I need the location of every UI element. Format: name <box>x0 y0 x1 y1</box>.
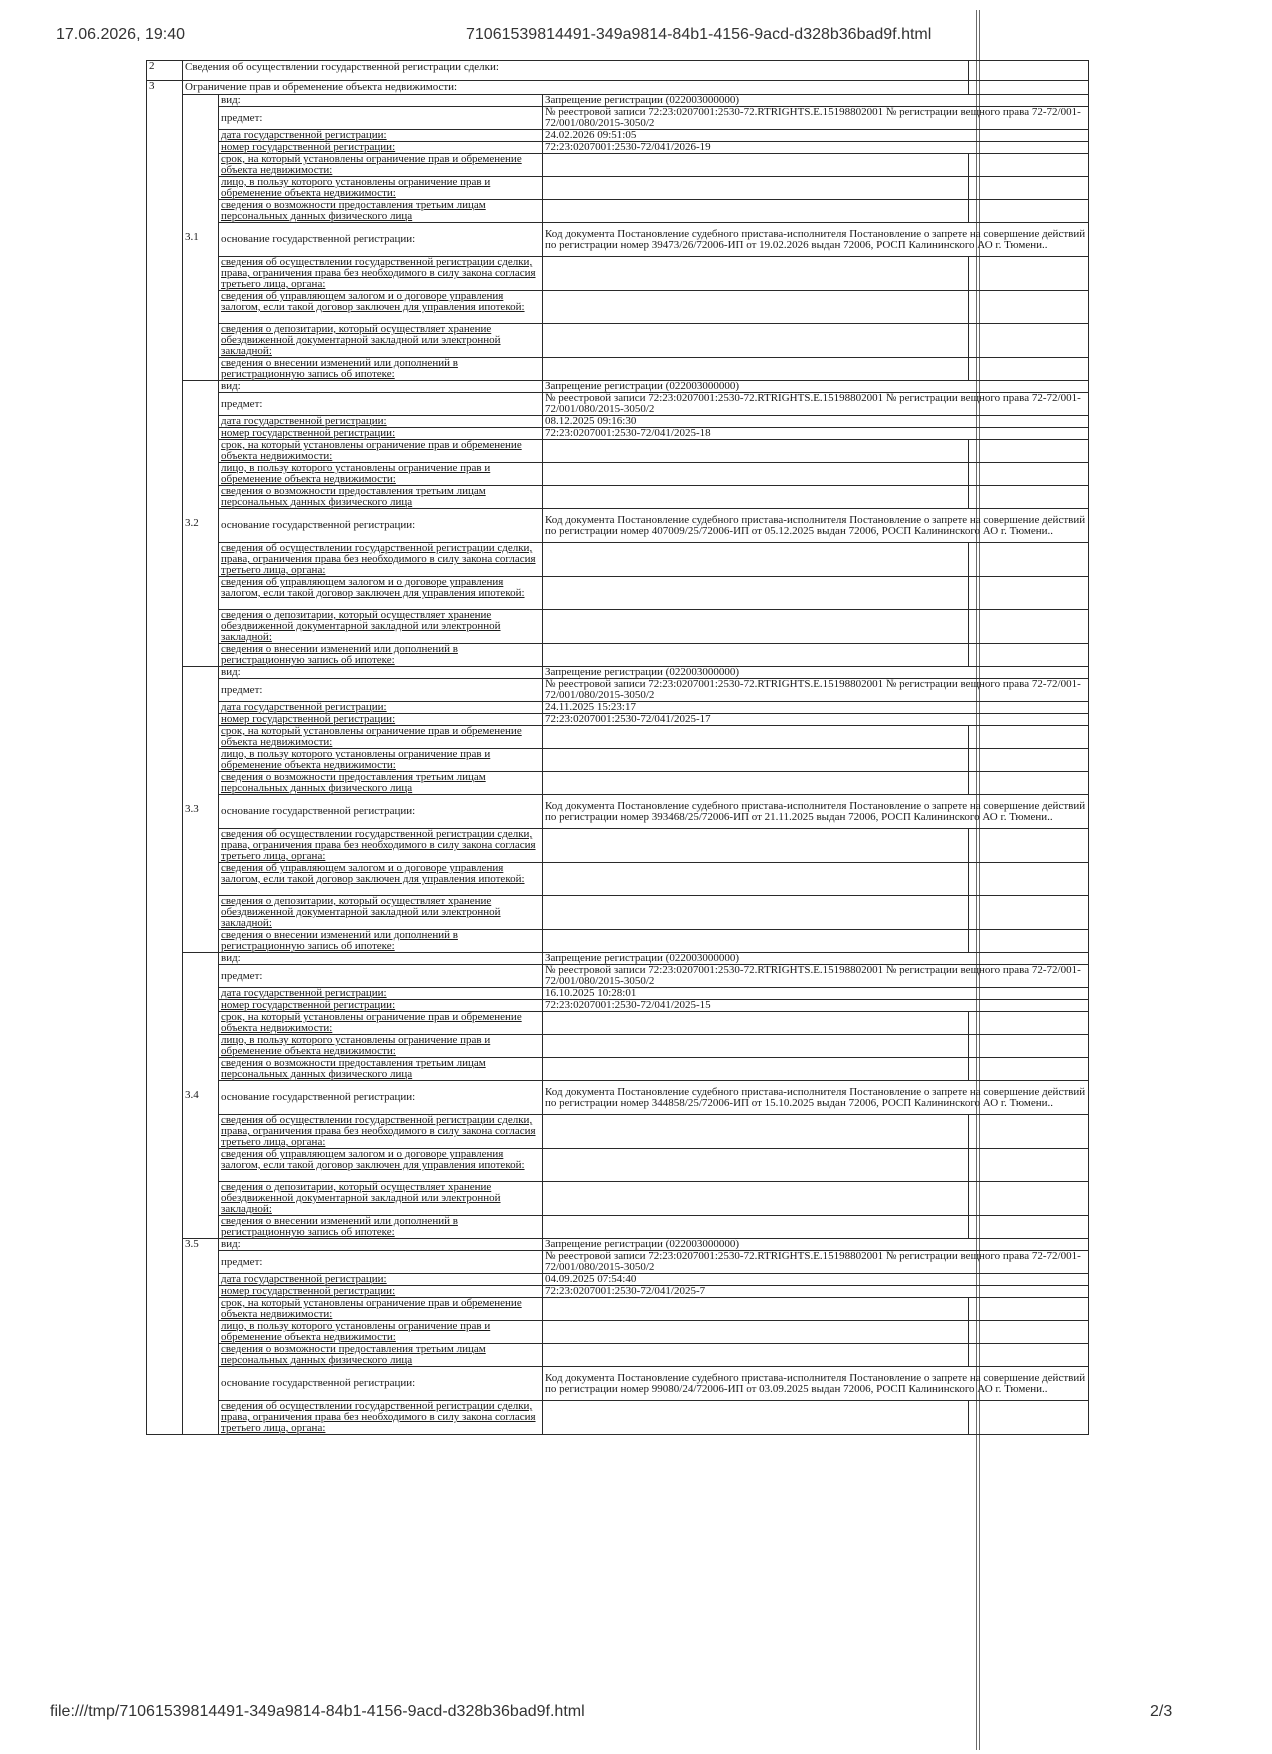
empty-cell <box>969 930 1089 953</box>
table-row-manager <box>147 291 1089 324</box>
table-row-personal-data <box>147 1344 1089 1367</box>
table-row-date <box>147 1274 1089 1286</box>
field-label-changes: сведения о внесении изменений или дополнений в регистрационную запись об ипотеке: <box>219 644 543 667</box>
table-row-predmet <box>147 965 1089 988</box>
field-value-empty <box>543 610 969 644</box>
table-row-predmet <box>147 393 1089 416</box>
field-value-empty <box>543 1149 969 1182</box>
section-number: 3 <box>147 81 183 1435</box>
field-label-term: срок, на который установлены ограничение прав и обременение объекта недвижимости: <box>219 1012 543 1035</box>
table-row-deal <box>147 829 1089 863</box>
empty-cell <box>969 1149 1089 1182</box>
field-label-basis: основание государственной регистрации: <box>219 509 543 543</box>
table-row-manager <box>147 1149 1089 1182</box>
table-row-vid <box>147 667 1089 679</box>
field-label-vid: вид: <box>219 95 543 107</box>
empty-cell <box>969 1012 1089 1035</box>
empty-cell <box>969 200 1089 223</box>
field-value-date: 24.02.2026 09:51:05 <box>543 130 1089 142</box>
empty-cell <box>969 644 1089 667</box>
section-title: Сведения об осуществлении государственной регистрации сделки: <box>183 61 969 81</box>
empty-cell <box>969 257 1089 291</box>
table-row-term <box>147 1012 1089 1035</box>
field-label-term: срок, на который установлены ограничение прав и обременение объекта недвижимости: <box>219 440 543 463</box>
table-row-basis <box>147 223 1089 257</box>
field-label-personal-data: сведения о возможности предоставления третьим лицам персональных данных физического лица <box>219 772 543 795</box>
table-row-predmet <box>147 679 1089 702</box>
field-label-term: срок, на который установлены ограничение прав и обременение объекта недвижимости: <box>219 1298 543 1321</box>
field-value-empty <box>543 324 969 358</box>
table-row-date <box>147 988 1089 1000</box>
table-row-depositary <box>147 1182 1089 1216</box>
field-value-empty <box>543 543 969 577</box>
table-row-person <box>147 177 1089 200</box>
field-label-predmet: предмет: <box>219 393 543 416</box>
empty-cell <box>969 863 1089 896</box>
table-row-vid <box>147 381 1089 393</box>
print-document-title: 71061539814491-349a9814-84b1-4156-9acd-d328b36bad9f.html <box>466 26 932 43</box>
field-value-empty <box>543 930 969 953</box>
record-number: 3.4 <box>183 953 219 1239</box>
field-label-basis: основание государственной регистрации: <box>219 223 543 257</box>
field-value-vid: Запрещение регистрации (022003000000) <box>543 1239 1089 1251</box>
field-value-basis: Код документа Постановление судебного пристава-исполнителя Постановление о запрете на совершение действий по регистрации номер 39473/26/72006-ИП от 19.02.2026 выдан 72006, РОСП Калининского АО г. Тюмени.. <box>543 223 1089 257</box>
field-value-predmet: № реестровой записи 72:23:0207001:2530-72.RTRIGHTS.E.15198802001 № регистрации вещного права 72-72/001-72/001/080/2015-3050/2 <box>543 965 1089 988</box>
field-label-deal: сведения об осуществлении государственной регистрации сделки, права, ограничения права без необходимого в силу закона согласия третьего лица, органа: <box>219 1115 543 1149</box>
field-label-vid: вид: <box>219 1239 543 1251</box>
field-label-changes: сведения о внесении изменений или дополнений в регистрационную запись об ипотеке: <box>219 358 543 381</box>
empty-cell <box>969 610 1089 644</box>
empty-cell <box>969 1344 1089 1367</box>
field-label-basis: основание государственной регистрации: <box>219 795 543 829</box>
table-row-depositary <box>147 324 1089 358</box>
empty-cell <box>969 463 1089 486</box>
field-value-empty <box>543 829 969 863</box>
empty-cell <box>969 1216 1089 1239</box>
empty-cell <box>969 1058 1089 1081</box>
field-value-empty <box>543 1321 969 1344</box>
field-label-personal-data: сведения о возможности предоставления третьим лицам персональных данных физического лица <box>219 486 543 509</box>
field-label-person: лицо, в пользу которого установлены ограничение прав и обременение объекта недвижимости: <box>219 463 543 486</box>
empty-cell <box>969 177 1089 200</box>
empty-cell <box>969 1035 1089 1058</box>
field-value-empty <box>543 1182 969 1216</box>
field-value-basis: Код документа Постановление судебного пристава-исполнителя Постановление о запрете на совершение действий по регистрации номер 393468/25/72006-ИП от 21.11.2025 выдан 72006, РОСП Калининского АО г. Тюмени.. <box>543 795 1089 829</box>
empty-cell <box>969 829 1089 863</box>
table-row-basis <box>147 509 1089 543</box>
field-label-number: номер государственной регистрации: <box>219 1286 543 1298</box>
field-value-date: 24.11.2025 15:23:17 <box>543 702 1089 714</box>
field-value-empty <box>543 1344 969 1367</box>
field-label-predmet: предмет: <box>219 679 543 702</box>
empty-cell <box>969 772 1089 795</box>
field-value-date: 16.10.2025 10:28:01 <box>543 988 1089 1000</box>
table-row-deal <box>147 257 1089 291</box>
record-number: 3.5 <box>183 1239 219 1435</box>
field-value-empty <box>543 358 969 381</box>
table-row-person <box>147 1321 1089 1344</box>
field-label-depositary: сведения о депозитарии, который осуществляет хранение обездвиженной документарной закладной или электронной закладной: <box>219 1182 543 1216</box>
empty-cell <box>969 291 1089 324</box>
field-value-empty <box>543 1298 969 1321</box>
table-row-term <box>147 1298 1089 1321</box>
field-label-personal-data: сведения о возможности предоставления третьим лицам персональных данных физического лица <box>219 200 543 223</box>
table-row-depositary <box>147 896 1089 930</box>
table-row-basis <box>147 1081 1089 1115</box>
field-value-empty <box>543 863 969 896</box>
field-label-predmet: предмет: <box>219 1251 543 1274</box>
field-label-personal-data: сведения о возможности предоставления третьим лицам персональных данных физического лица <box>219 1344 543 1367</box>
table-row-changes <box>147 358 1089 381</box>
field-value-date: 08.12.2025 09:16:30 <box>543 416 1089 428</box>
field-label-term: срок, на который установлены ограничение прав и обременение объекта недвижимости: <box>219 154 543 177</box>
section-number: 2 <box>147 61 183 81</box>
empty-cell <box>969 358 1089 381</box>
field-value-basis: Код документа Постановление судебного пристава-исполнителя Постановление о запрете на совершение действий по регистрации номер 407009/25/72006-ИП от 05.12.2025 выдан 72006, РОСП Калининского АО г. Тюмени.. <box>543 509 1089 543</box>
field-label-personal-data: сведения о возможности предоставления третьим лицам персональных данных физического лица <box>219 1058 543 1081</box>
field-value-empty <box>543 257 969 291</box>
table-row-changes <box>147 930 1089 953</box>
table-row-number <box>147 142 1089 154</box>
empty-cell <box>969 81 1089 95</box>
field-label-number: номер государственной регистрации: <box>219 428 543 440</box>
table-row-number <box>147 714 1089 726</box>
field-label-manager: сведения об управляющем залогом и о договоре управления залогом, если такой договор заключен для управления ипотекой: <box>219 1149 543 1182</box>
record-number: 3.1 <box>183 95 219 381</box>
field-value-number: 72:23:0207001:2530-72/041/2026-19 <box>543 142 1089 154</box>
field-label-person: лицо, в пользу которого установлены ограничение прав и обременение объекта недвижимости: <box>219 1035 543 1058</box>
table-row-changes <box>147 1216 1089 1239</box>
field-value-empty <box>543 291 969 324</box>
empty-cell <box>969 324 1089 358</box>
table-row-term <box>147 726 1089 749</box>
table-row-person <box>147 463 1089 486</box>
field-value-predmet: № реестровой записи 72:23:0207001:2530-72.RTRIGHTS.E.15198802001 № регистрации вещного права 72-72/001-72/001/080/2015-3050/2 <box>543 107 1089 130</box>
table-row-person <box>147 1035 1089 1058</box>
table-row-date <box>147 130 1089 142</box>
table-row-deal <box>147 1401 1089 1435</box>
table-row-predmet <box>147 1251 1089 1274</box>
empty-cell <box>969 1321 1089 1344</box>
table-row-manager <box>147 577 1089 610</box>
table-row-vid <box>147 95 1089 107</box>
field-value-number: 72:23:0207001:2530-72/041/2025-17 <box>543 714 1089 726</box>
table-row-vid <box>147 1239 1089 1251</box>
table-row-basis <box>147 795 1089 829</box>
empty-cell <box>969 749 1089 772</box>
field-label-vid: вид: <box>219 667 543 679</box>
table-row-date <box>147 416 1089 428</box>
table-row-deal <box>147 1115 1089 1149</box>
field-label-changes: сведения о внесении изменений или дополнений в регистрационную запись об ипотеке: <box>219 930 543 953</box>
table-row-vid <box>147 953 1089 965</box>
field-label-date: дата государственной регистрации: <box>219 1274 543 1286</box>
field-value-vid: Запрещение регистрации (022003000000) <box>543 95 1089 107</box>
field-label-changes: сведения о внесении изменений или дополнений в регистрационную запись об ипотеке: <box>219 1216 543 1239</box>
print-file-url: file:///tmp/71061539814491-349a9814-84b1-4156-9acd-d328b36bad9f.html <box>50 1703 585 1720</box>
field-value-empty <box>543 463 969 486</box>
field-value-vid: Запрещение регистрации (022003000000) <box>543 953 1089 965</box>
table-row-term <box>147 440 1089 463</box>
field-value-empty <box>543 1058 969 1081</box>
table-row-changes <box>147 644 1089 667</box>
empty-cell <box>969 1298 1089 1321</box>
table-row-manager <box>147 863 1089 896</box>
field-value-vid: Запрещение регистрации (022003000000) <box>543 381 1089 393</box>
empty-cell <box>969 896 1089 930</box>
field-label-depositary: сведения о депозитарии, который осуществляет хранение обездвиженной документарной закладной или электронной закладной: <box>219 324 543 358</box>
field-label-person: лицо, в пользу которого установлены ограничение прав и обременение объекта недвижимости: <box>219 177 543 200</box>
field-label-vid: вид: <box>219 953 543 965</box>
table-row-basis <box>147 1367 1089 1401</box>
field-label-depositary: сведения о депозитарии, который осуществляет хранение обездвиженной документарной закладной или электронной закладной: <box>219 896 543 930</box>
field-label-depositary: сведения о депозитарии, который осуществляет хранение обездвиженной документарной закладной или электронной закладной: <box>219 610 543 644</box>
field-value-empty <box>543 772 969 795</box>
empty-cell <box>969 543 1089 577</box>
table-row-personal-data <box>147 772 1089 795</box>
field-value-basis: Код документа Постановление судебного пристава-исполнителя Постановление о запрете на совершение действий по регистрации номер 99080/24/72006-ИП от 03.09.2025 выдан 72006, РОСП Калининского АО г. Тюмени.. <box>543 1367 1089 1401</box>
field-value-empty <box>543 1012 969 1035</box>
table-row-person <box>147 749 1089 772</box>
field-value-empty <box>543 896 969 930</box>
registry-extract-table <box>146 60 1089 1435</box>
field-value-empty <box>543 440 969 463</box>
field-label-person: лицо, в пользу которого установлены ограничение прав и обременение объекта недвижимости: <box>219 1321 543 1344</box>
field-label-number: номер государственной регистрации: <box>219 1000 543 1012</box>
table-row-depositary <box>147 610 1089 644</box>
table-row-predmet <box>147 107 1089 130</box>
empty-cell <box>969 440 1089 463</box>
field-value-empty <box>543 154 969 177</box>
field-value-predmet: № реестровой записи 72:23:0207001:2530-72.RTRIGHTS.E.15198802001 № регистрации вещного права 72-72/001-72/001/080/2015-3050/2 <box>543 393 1089 416</box>
field-label-number: номер государственной регистрации: <box>219 142 543 154</box>
table-row-number <box>147 1000 1089 1012</box>
field-label-date: дата государственной регистрации: <box>219 416 543 428</box>
field-label-manager: сведения об управляющем залогом и о договоре управления залогом, если такой договор заключен для управления ипотекой: <box>219 291 543 324</box>
table-row-number <box>147 1286 1089 1298</box>
field-value-empty <box>543 1035 969 1058</box>
table-row-personal-data <box>147 1058 1089 1081</box>
field-label-manager: сведения об управляющем залогом и о договоре управления залогом, если такой договор заключен для управления ипотекой: <box>219 863 543 896</box>
record-number: 3.3 <box>183 667 219 953</box>
empty-cell <box>969 1401 1089 1435</box>
empty-cell <box>969 154 1089 177</box>
section-title: Ограничение прав и обременение объекта недвижимости: <box>183 81 969 95</box>
field-label-deal: сведения об осуществлении государственной регистрации сделки, права, ограничения права без необходимого в силу закона согласия третьего лица, органа: <box>219 257 543 291</box>
table-row-term <box>147 154 1089 177</box>
field-label-deal: сведения об осуществлении государственной регистрации сделки, права, ограничения права без необходимого в силу закона согласия третьего лица, органа: <box>219 543 543 577</box>
table-row-number <box>147 428 1089 440</box>
field-label-date: дата государственной регистрации: <box>219 702 543 714</box>
record-number: 3.2 <box>183 381 219 667</box>
field-label-number: номер государственной регистрации: <box>219 714 543 726</box>
field-label-date: дата государственной регистрации: <box>219 988 543 1000</box>
field-label-deal: сведения об осуществлении государственной регистрации сделки, права, ограничения права без необходимого в силу закона согласия третьего лица, органа: <box>219 1401 543 1435</box>
field-value-empty <box>543 577 969 610</box>
field-value-basis: Код документа Постановление судебного пристава-исполнителя Постановление о запрете на совершение действий по регистрации номер 344858/25/72006-ИП от 15.10.2025 выдан 72006, РОСП Калининского АО г. Тюмени.. <box>543 1081 1089 1115</box>
field-value-empty <box>543 1401 969 1435</box>
field-value-empty <box>543 177 969 200</box>
field-label-deal: сведения об осуществлении государственной регистрации сделки, права, ограничения права без необходимого в силу закона согласия третьего лица, органа: <box>219 829 543 863</box>
field-value-empty <box>543 486 969 509</box>
table-row-section-2 <box>147 61 1089 81</box>
field-value-empty <box>543 749 969 772</box>
field-value-predmet: № реестровой записи 72:23:0207001:2530-72.RTRIGHTS.E.15198802001 № регистрации вещного права 72-72/001-72/001/080/2015-3050/2 <box>543 1251 1089 1274</box>
field-value-number: 72:23:0207001:2530-72/041/2025-15 <box>543 1000 1089 1012</box>
field-label-predmet: предмет: <box>219 965 543 988</box>
field-value-vid: Запрещение регистрации (022003000000) <box>543 667 1089 679</box>
field-label-manager: сведения об управляющем залогом и о договоре управления залогом, если такой договор заключен для управления ипотекой: <box>219 577 543 610</box>
field-value-number: 72:23:0207001:2530-72/041/2025-18 <box>543 428 1089 440</box>
table-row-personal-data <box>147 486 1089 509</box>
print-datetime: 17.06.2026, 19:40 <box>56 26 186 43</box>
empty-cell <box>969 1115 1089 1149</box>
empty-cell <box>969 61 1089 81</box>
empty-cell <box>969 726 1089 749</box>
field-value-predmet: № реестровой записи 72:23:0207001:2530-72.RTRIGHTS.E.15198802001 № регистрации вещного права 72-72/001-72/001/080/2015-3050/2 <box>543 679 1089 702</box>
empty-cell <box>969 577 1089 610</box>
field-value-empty <box>543 644 969 667</box>
table-row-section-3 <box>147 81 1089 95</box>
field-label-basis: основание государственной регистрации: <box>219 1081 543 1115</box>
table-row-deal <box>147 543 1089 577</box>
field-value-empty <box>543 1216 969 1239</box>
field-value-empty <box>543 200 969 223</box>
field-label-predmet: предмет: <box>219 107 543 130</box>
empty-cell <box>969 1182 1089 1216</box>
table-row-personal-data <box>147 200 1089 223</box>
field-label-term: срок, на который установлены ограничение прав и обременение объекта недвижимости: <box>219 726 543 749</box>
page-number: 2/3 <box>1150 1703 1173 1720</box>
field-value-number: 72:23:0207001:2530-72/041/2025-7 <box>543 1286 1089 1298</box>
empty-cell <box>969 486 1089 509</box>
field-value-empty <box>543 726 969 749</box>
field-label-date: дата государственной регистрации: <box>219 130 543 142</box>
table-row-date <box>147 702 1089 714</box>
field-value-date: 04.09.2025 07:54:40 <box>543 1274 1089 1286</box>
field-label-basis: основание государственной регистрации: <box>219 1367 543 1401</box>
field-value-empty <box>543 1115 969 1149</box>
field-label-vid: вид: <box>219 381 543 393</box>
field-label-person: лицо, в пользу которого установлены ограничение прав и обременение объекта недвижимости: <box>219 749 543 772</box>
